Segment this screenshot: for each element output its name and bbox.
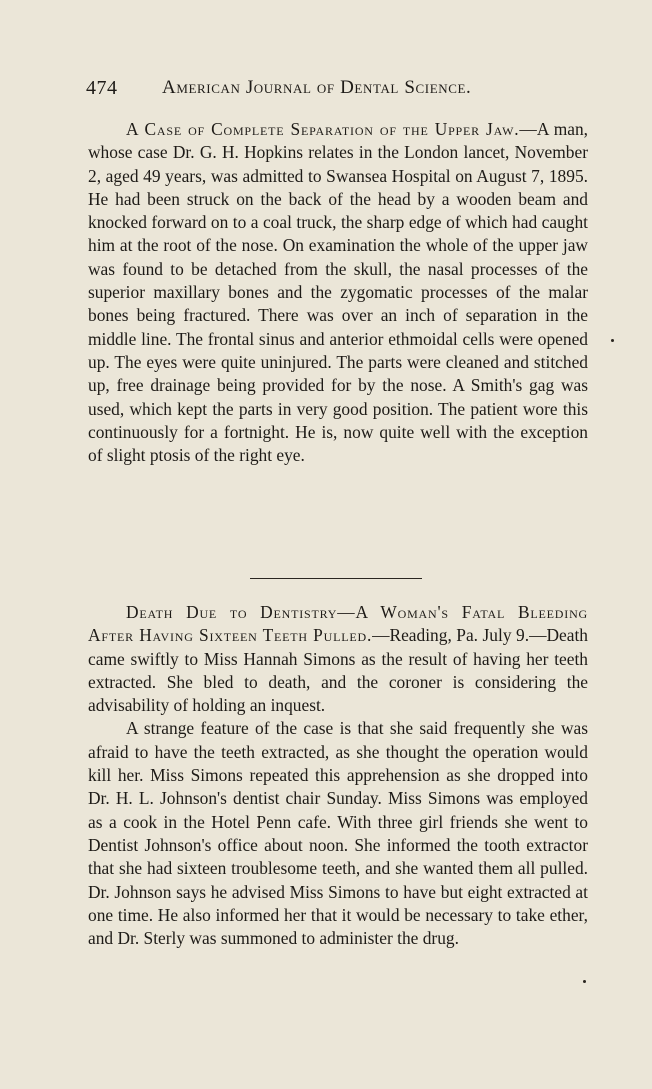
article-2-heading: Death Due to Dentistry—A Woman's Fatal Bleeding After Having Sixteen Teeth Pulled.: [88, 602, 588, 646]
article-2-paragraph-1: [88, 601, 588, 717]
section-divider: [250, 578, 422, 579]
article-death-due-to-dentistry: [88, 601, 588, 950]
article-1-heading: A Case of Complete Separation of the Upper Jaw.: [126, 119, 520, 139]
article-complete-separation-upper-jaw: [88, 118, 588, 467]
article-2-paragraph-1-text: —Reading, Pa. July 9.—Death came swiftly to Miss Hannah Simons as the result of having her teeth extracted. She bled to death, and the coroner is considering the advisability of holding an inquest.: [88, 625, 588, 716]
article-1-body: —A man, whose case Dr. G. H. Hopkins relates in the London lancet, November 2, aged 49 years, was admitted to Swansea Hospital on August 7, 1895. He had been struck on the back of the head by a wooden beam and knocked forward on to a coal truck, the sharp edge of which had caught him at the root of the nose. On examination the whole of the upper jaw was found to be detached from the skull, the nasal processes of the superior maxillary bones and the zygomatic processes of the malar bones being fractured. There was over an inch of separation in the middle line. The frontal sinus and anterior ethmoidal cells were opened up. The eyes were quite uninjured. The parts were cleaned and stitched up, free drainage being provided for by the nose. A Smith's gag was used, which kept the parts in very good position. The patient wore this continuously for a fortnight. He is, now quite well with the exception of slight ptosis of the right eye.: [88, 119, 588, 466]
page-number: 474: [86, 77, 118, 99]
journal-title: American Journal of Dental Science.: [162, 77, 472, 98]
article-2-paragraph-2: A strange feature of the case is that she said frequently she was afraid to have the teeth extracted, as she thought the operation would kill her. Miss Simons repeated this apprehension as she dropped into Dr. H. L. Johnson's dentist chair Sunday. Miss Simons was employed as a cook in the Hotel Penn cafe. With three girl friends she went to Dentist Johnson's office about noon. She informed the tooth extractor that she had sixteen troublesome teeth, and she wanted them all pulled. Dr. Johnson says he advised Miss Simons to have but eight extracted at one time. He also informed her that it would be necessary to take ether, and Dr. Sterly was summoned to administer the drug.: [88, 718, 588, 949]
ink-speck: [583, 980, 586, 983]
article-1-paragraph: [88, 118, 588, 467]
ink-speck: [611, 339, 614, 342]
running-head: [86, 77, 516, 105]
